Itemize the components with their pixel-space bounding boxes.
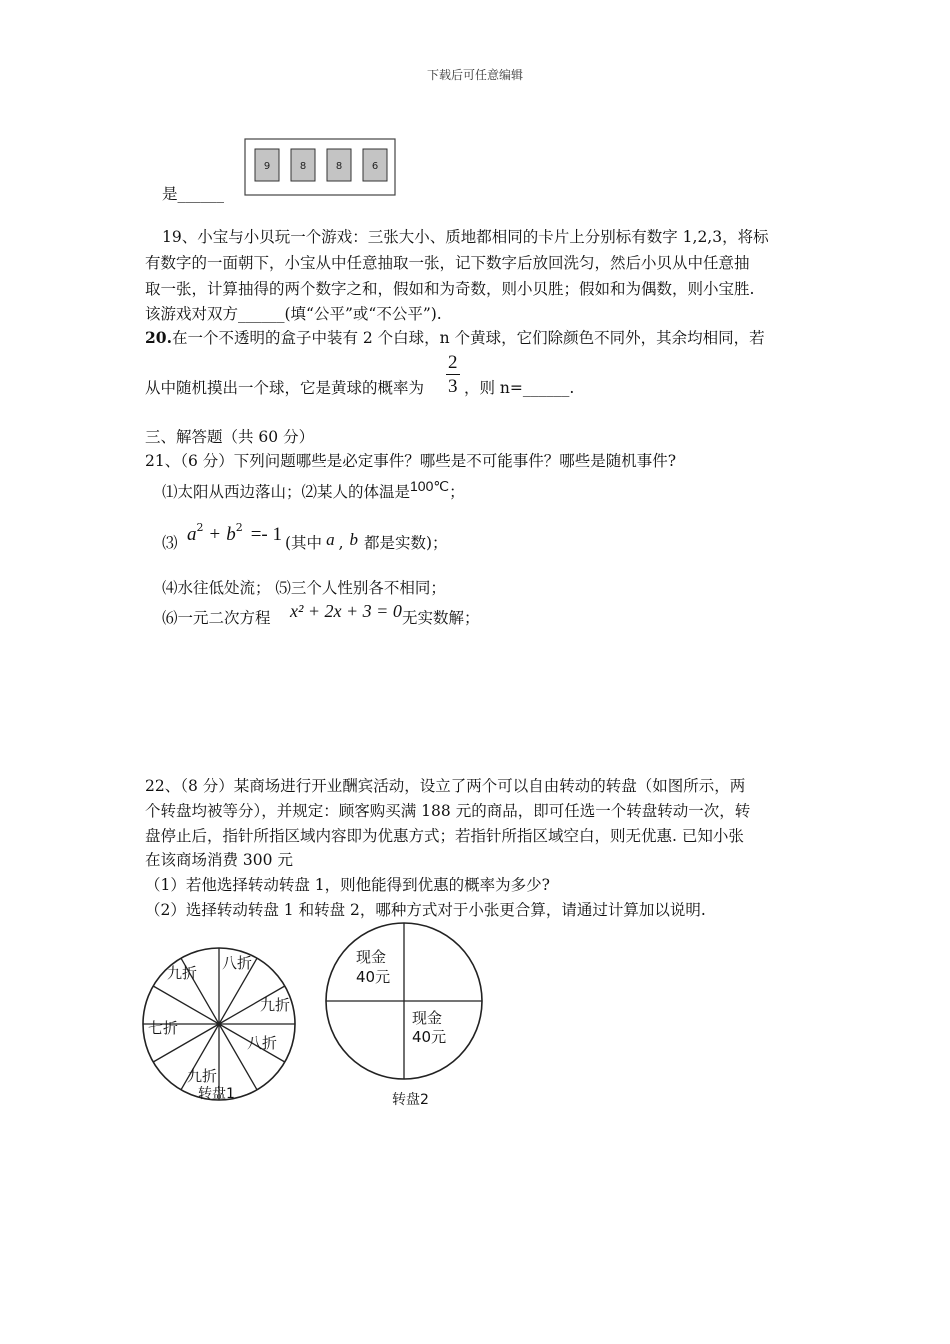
card-value: 8	[299, 161, 307, 172]
q19-line3: 取一张，计算抽得的两个数字之和，假如和为奇数，则小贝胜；假如和为偶数，则小宝胜.	[145, 280, 755, 298]
q20-fraction-denominator: 3	[448, 376, 458, 397]
q18-card-figure	[244, 138, 396, 196]
var-b: b	[349, 530, 358, 549]
q21-title: 21、（6 分）下列问题哪些是必定事件？哪些是不可能事件？哪些是随机事件?	[145, 452, 677, 470]
wheel1-caption: 转盘1	[198, 1086, 235, 1102]
wheel2-label: 40元	[356, 968, 391, 986]
exponent: 2	[196, 521, 204, 534]
q22-line3: 盘停止后，指针所指区域内容即为优惠方式；若指针所指区域空白，则无优惠. 已知小张	[145, 827, 744, 845]
q20-number: 20.	[145, 328, 172, 347]
var-a: a	[326, 530, 335, 549]
q21-item4: ⑷水往低处流； ⑸三个人性别各不相同；	[162, 579, 446, 597]
q21-item3-equation	[187, 521, 283, 546]
q21-item1-end: ；	[449, 483, 465, 501]
wheel1-label: 八折	[222, 954, 253, 972]
wheel1-label: 九折	[260, 996, 291, 1014]
q20-line1: 在一个不透明的盒子中装有 2 个白球，n 个黄球，它们除颜色不同外，其余均相同，若	[171, 329, 765, 347]
var-b: b	[226, 524, 236, 545]
page-header: 下载后可任意编辑	[426, 68, 523, 82]
q19-line2: 有数字的一面朝下，小宝从中任意抽取一张，记下数字后放回洗匀，然后小贝从中任意抽	[145, 254, 750, 272]
q21-item3-label: ⑶	[162, 534, 178, 552]
card-value: 9	[263, 161, 271, 172]
q22-sub2: （2）选择转动转盘 1 和转盘 2，哪种方式对于小张更合算，请通过计算加以说明.	[145, 901, 706, 919]
q22-line4: 在该商场消费 300 元	[145, 851, 293, 869]
plus-sign: +	[209, 524, 221, 545]
q20-line2: 从中随机摸出一个球，它是黄球的概率为	[145, 379, 425, 397]
q22-line2: 个转盘均被等分），并规定：顾客购买满 188 元的商品，即可任选一个转盘转动一次，转	[145, 802, 751, 820]
wheel1-label: 九折	[187, 1067, 218, 1085]
wheel1-figure	[140, 918, 305, 1108]
wheel2-label: 现金	[356, 948, 387, 966]
q21-item6-equation: x² + 2x + 3 = 0	[290, 601, 402, 621]
wheel1-label: 八折	[247, 1034, 278, 1052]
card	[363, 149, 387, 181]
wheel2-label: 现金	[412, 1009, 443, 1027]
q18-answer-blank: 是______	[162, 185, 225, 203]
wheel1-label: 九折	[167, 964, 198, 982]
exponent: 2	[235, 521, 243, 534]
q19-line4: 该游戏对双方______(填“公平”或“不公平”).	[145, 305, 442, 323]
wheel2-label: 40元	[412, 1028, 447, 1046]
wheel1-label: 七折	[148, 1019, 179, 1037]
var-a: a	[187, 524, 197, 545]
equation-rhs: =- 1	[250, 524, 283, 545]
wheel2-caption: 转盘2	[392, 1092, 429, 1108]
card	[327, 149, 351, 181]
q22-line1: 22、（8 分）某商场进行开业酬宾活动，设立了两个可以自由转动的转盘（如图所示，两	[145, 777, 746, 795]
section-heading: 三、解答题（共 60 分）	[145, 428, 315, 446]
card	[255, 149, 279, 181]
card-value: 8	[335, 161, 343, 172]
q20-line2-end: ，则 n=______.	[464, 379, 575, 397]
q20-fraction-numerator: 2	[448, 352, 458, 373]
q21-item6-end: 无实数解；	[402, 609, 480, 627]
q21-item6: ⑹一元二次方程	[162, 609, 271, 627]
q21-item3-text-end: 都是实数)；	[364, 534, 448, 552]
card	[291, 149, 315, 181]
q21-temperature: 100℃	[410, 478, 450, 494]
card-value: 6	[371, 161, 379, 172]
q21-item1: ⑴太阳从西边落山；⑵某人的体温是	[162, 483, 411, 501]
q22-sub1: （1）若他选择转动转盘 1，则他能得到优惠的概率为多少?	[145, 876, 550, 894]
wheel2-figure	[320, 918, 490, 1113]
q21-item3-text: (其中	[285, 534, 323, 552]
q20-fraction-bar	[446, 374, 460, 375]
q19-line1: 19、小宝与小贝玩一个游戏：三张大小、质地都相同的卡片上分别标有数字 1,2,3，将标	[162, 228, 769, 246]
